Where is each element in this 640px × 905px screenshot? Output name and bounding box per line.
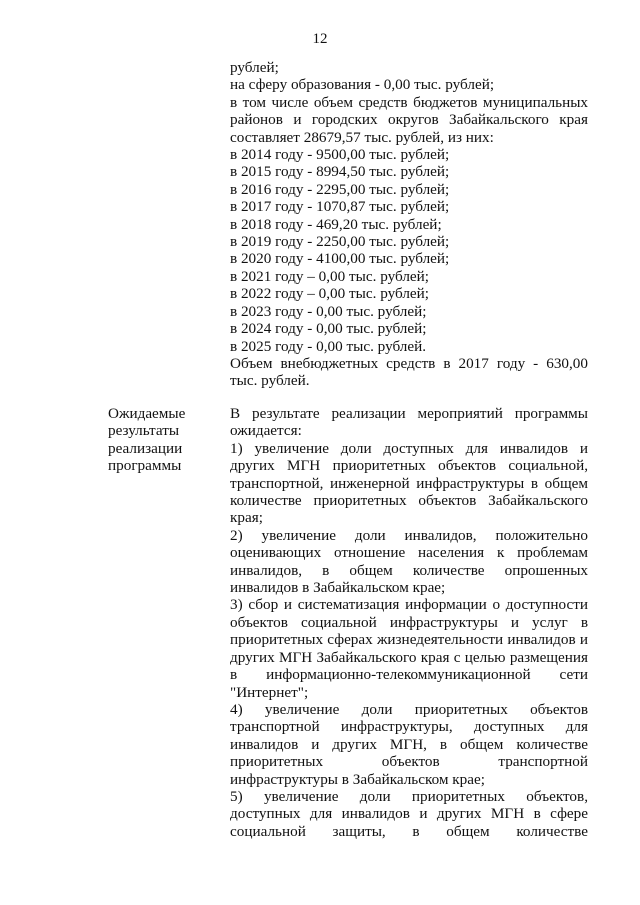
result-line: 5) увеличение доли приоритетных объектов, — [230, 787, 588, 805]
result-line: инвалидов в Забайкальском крае; — [230, 579, 446, 597]
result-line: 4) увеличение доли приоритетных объектов — [230, 700, 588, 718]
result-line: в информационно-телекоммуникационной сети — [230, 666, 588, 684]
funding-year-line: в 2015 году - 8994,50 тыс. рублей; — [230, 163, 450, 181]
page-number: 12 — [312, 31, 328, 47]
funding-year-line: в 2020 году - 4100,00 тыс. рублей; — [230, 250, 450, 268]
result-line: приоритетных сферах жизнедеятельности инвалидов и — [230, 631, 588, 649]
funding-year-line: в 2016 году - 2295,00 тыс. рублей; — [230, 180, 450, 198]
label-line: реализации — [108, 439, 183, 457]
funding-year-line: в 2014 году - 9500,00 тыс. рублей; — [230, 146, 450, 164]
result-line: транспортной инфраструктуры, доступных для — [230, 718, 588, 736]
result-line: оценивающих отношение населения к проблемам — [230, 544, 588, 562]
funding-line: на сферу образования - 0,00 тыс. рублей; — [230, 76, 495, 94]
result-line: других МГН приоритетных объектов социальной, — [230, 457, 588, 475]
result-line: В результате реализации мероприятий программы — [230, 405, 588, 422]
result-line: края; — [230, 509, 263, 527]
expected-results-text — [230, 405, 588, 840]
result-line: инфраструктуры в Забайкальском крае; — [230, 770, 485, 788]
result-line: инвалидов и других МГН, в общем количестве — [230, 735, 588, 753]
label-line: Ожидаемые — [108, 405, 186, 422]
funding-year-line: в 2025 году - 0,00 тыс. рублей. — [230, 337, 427, 355]
result-line: других МГН Забайкальского края с целью размещения — [230, 648, 588, 666]
funding-year-line: в 2018 году - 469,20 тыс. рублей; — [230, 215, 442, 233]
funding-year-line: в 2024 году - 0,00 тыс. рублей; — [230, 320, 427, 338]
result-line: количестве приоритетных объектов Забайкальского — [230, 492, 588, 510]
funding-line: районов и городских округов Забайкальского края — [230, 111, 588, 129]
expected-results-label — [108, 405, 218, 475]
result-line: инвалидов, в общем количестве опрошенных — [230, 561, 588, 579]
result-line: 1) увеличение доли доступных для инвалидов и — [230, 439, 588, 457]
funding-line: рублей; — [230, 59, 279, 76]
funding-year-line: в 2021 году – 0,00 тыс. рублей; — [230, 267, 430, 285]
funding-line: тыс. рублей. — [230, 372, 310, 390]
label-line: результаты — [108, 422, 180, 440]
result-line: "Интернет"; — [230, 683, 309, 701]
result-line: доступных для инвалидов и других МГН в сфере — [230, 805, 588, 823]
funding-line: в том числе объем средств бюджетов муниципальных — [230, 93, 588, 111]
label-line: программы — [108, 457, 182, 475]
funding-year-line: в 2017 году - 1070,87 тыс. рублей; — [230, 198, 450, 216]
result-line: транспортной, инженерной инфраструктуры в общем — [230, 474, 588, 492]
result-line: социальной защиты, в общем количестве — [230, 822, 588, 840]
funding-line: составляет 28679,57 тыс. рублей, из них: — [230, 128, 494, 146]
result-line: приоритетных объектов транспортной — [230, 753, 588, 771]
result-line: 2) увеличение доли инвалидов, положительно — [230, 526, 588, 544]
result-line: 3) сбор и систематизация информации о доступности — [230, 596, 588, 614]
funding-year-line: в 2019 году - 2250,00 тыс. рублей; — [230, 233, 450, 251]
funding-text-block — [230, 59, 588, 390]
funding-year-line: в 2022 году – 0,00 тыс. рублей; — [230, 285, 430, 303]
result-line: ожидается: — [230, 422, 302, 440]
funding-year-line: в 2023 году - 0,00 тыс. рублей; — [230, 302, 427, 320]
result-line: объектов социальной инфраструктуры и услуг в — [230, 613, 588, 631]
funding-line: Объем внебюджетных средств в 2017 году - 630,00 — [230, 354, 588, 372]
